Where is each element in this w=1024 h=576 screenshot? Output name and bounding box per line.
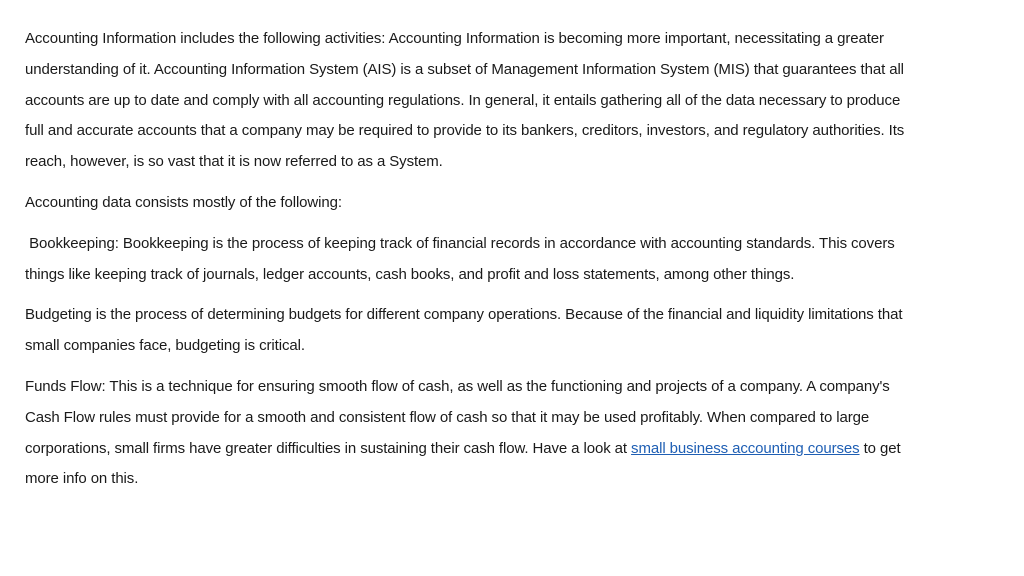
document-body: [25, 24, 905, 495]
paragraph-bookkeeping: Bookkeeping: Bookkeeping is the process of keeping track of financial records in accordance with accounting standards. This covers things like keeping track of journals, ledger accounts, cash books, and profit and loss statements, among other things.: [25, 234, 895, 283]
paragraph-funds-flow: [25, 372, 905, 495]
small-business-accounting-courses-link[interactable]: small business accounting courses: [631, 439, 860, 457]
paragraph-accounting-data-intro: Accounting data consists mostly of the following:: [25, 193, 342, 211]
funds-flow-text-end: to get more info on this.: [25, 439, 901, 488]
funds-flow-text: Funds Flow: This is a technique for ensuring smooth flow of cash, as well as the functioning and projects of a company. A company's Cash Flow rules must provide for a smooth and consistent flow of cash so that it may be used profitably. When compared to large corporations, small firms have greater difficulties in sustaining their cash flow. Have a look at: [25, 377, 890, 457]
paragraph-accounting-information: Accounting Information includes the following activities: Accounting Information is becoming more important, necessitating a greater understanding of it. Accounting Information System (AIS) is a subset of Management Information System (MIS) that guarantees that all accounts are up to date and comply with all accounting regulations. In general, it entails gathering all of the data necessary to produce full and accurate accounts that a company may be required to provide to its bankers, creditors, investors, and regulatory authorities. Its reach, however, is so vast that it is now referred to as a System.: [25, 30, 905, 171]
paragraph-budgeting: Budgeting is the process of determining budgets for different company operations. Because of the financial and liquidity limitations that small companies face, budgeting is critical.: [25, 306, 903, 355]
